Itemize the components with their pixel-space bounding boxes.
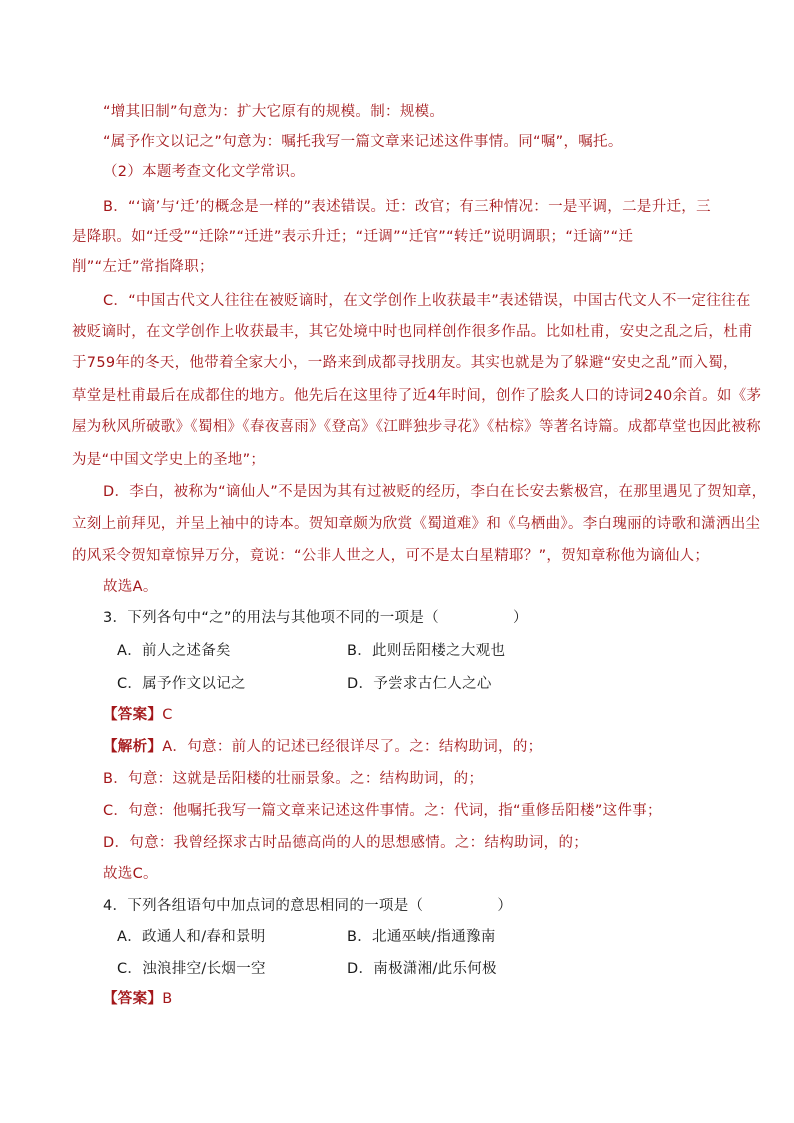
explanation-b-line-1: B．“‘谪’与‘迁’的概念是一样的”表述错误。迁：改官；有三种情况：一是平调，二是升迁，三 bbox=[103, 199, 711, 215]
answer-label: 【答案】 bbox=[103, 991, 163, 1007]
question-3-analysis-a bbox=[103, 736, 542, 758]
explanation-d-line-3: 的风采令贺知章惊异万分，竟说：“公非人世之人，可不是太白星精耶？”，贺知章称他为谪仙人； bbox=[72, 548, 710, 564]
question-3-analysis-c: C．句意：他嘱托我写一篇文章来记述这件事情。之：代词，指“重修岳阳楼”这件事； bbox=[103, 803, 662, 819]
question-4-option-d: D．南极潇湘/此乐何极 bbox=[347, 961, 497, 977]
question-4-option-a: A．政通人和/春和景明 bbox=[117, 929, 266, 945]
analysis-label: 【解析】 bbox=[103, 739, 163, 755]
analysis-a-text: A．句意：前人的记述已经很详尽了。之：结构助词，的； bbox=[162, 739, 543, 755]
explanation-c-line-6: 为是“中国文学史上的圣地”； bbox=[72, 452, 266, 468]
question-3-option-a: A．前人之述备矣 bbox=[117, 643, 231, 659]
explanation-d-line-2: 立刻上前拜见，并呈上袖中的诗本。贺知章颇为欣赏《蜀道难》和《乌栖曲》。李白瑰丽的诗歌和潇洒出尘 bbox=[72, 516, 761, 532]
question-4-answer bbox=[103, 988, 172, 1010]
explanation-c-line-5: 屋为秋风所破歌》《蜀相》《春夜喜雨》《登高》《江畔独步寻花》《枯棕》等著名诗篇。成都草堂也因此被称 bbox=[72, 419, 761, 435]
explanation-conclusion: 故选A。 bbox=[103, 579, 158, 595]
question-3-option-d: D．予尝求古仁人之心 bbox=[347, 676, 492, 692]
question-3-option-b: B．此则岳阳楼之大观也 bbox=[347, 643, 506, 659]
explanation-line-3: （2）本题考查文化文学常识。 bbox=[103, 164, 305, 180]
explanation-c-line-2: 被贬谪时，在文学创作上收获最丰，其它处境中时也同样创作很多作品。比如杜甫，安史之乱之后，杜甫 bbox=[72, 324, 753, 340]
explanation-b-line-2: 是降职。如“迁受”“迁除”“迁进”表示升迁；“迁调”“迁官”“转迁”说明调职；“迁谪”“迁 bbox=[72, 229, 634, 245]
question-4-option-c: C．浊浪排空/长烟一空 bbox=[117, 961, 266, 977]
question-4-option-b: B．北通巫峡/指通豫南 bbox=[347, 929, 496, 945]
question-3-analysis-d: D．句意：我曾经探求古时品德高尚的人的思想感情。之：结构助词，的； bbox=[103, 835, 589, 851]
explanation-line-2: “属予作文以记之”句意为：嘱托我写一篇文章来记述这件事情。同“嘱”，嘱托。 bbox=[103, 134, 623, 150]
question-3-option-c: C．属予作文以记之 bbox=[117, 676, 246, 692]
question-3-stem: 3．下列各句中“之”的用法与其他项不同的一项是（ ） bbox=[103, 610, 528, 626]
explanation-d-line-1: D．李白，被称为“谪仙人”不是因为其有过被贬的经历，李白在长安去紫极宫，在那里遇见了贺知章， bbox=[103, 484, 767, 500]
answer-value: B bbox=[162, 991, 173, 1007]
question-3-conclusion: 故选C。 bbox=[103, 866, 158, 882]
explanation-c-line-4: 草堂是杜甫最后在成都住的地方。他先后在这里待了近4年时间，创作了脍炙人口的诗词240余首。如《茅 bbox=[72, 388, 762, 404]
explanation-c-line-3: 于759年的冬天，他带着全家大小，一路来到成都寻找朋友。其实也就是为了躲避“安史之乱”而入蜀， bbox=[72, 355, 738, 371]
question-3-analysis-b: B．句意：这就是岳阳楼的壮丽景象。之：结构助词，的； bbox=[103, 771, 484, 787]
answer-value: C bbox=[162, 707, 173, 723]
explanation-c-line-1: C．“中国古代文人往往在被贬谪时，在文学创作上收获最丰”表述错误，中国古代文人不一定往往在 bbox=[103, 293, 751, 309]
question-4-stem: 4．下列各组语句中加点词的意思相同的一项是（ ） bbox=[103, 898, 513, 914]
explanation-line-1: “增其旧制”句意为：扩大它原有的规模。制：规模。 bbox=[103, 104, 445, 120]
question-3-answer bbox=[103, 704, 173, 726]
answer-label: 【答案】 bbox=[103, 707, 163, 723]
explanation-b-line-3: 削”“左迁”常指降职； bbox=[72, 259, 214, 275]
